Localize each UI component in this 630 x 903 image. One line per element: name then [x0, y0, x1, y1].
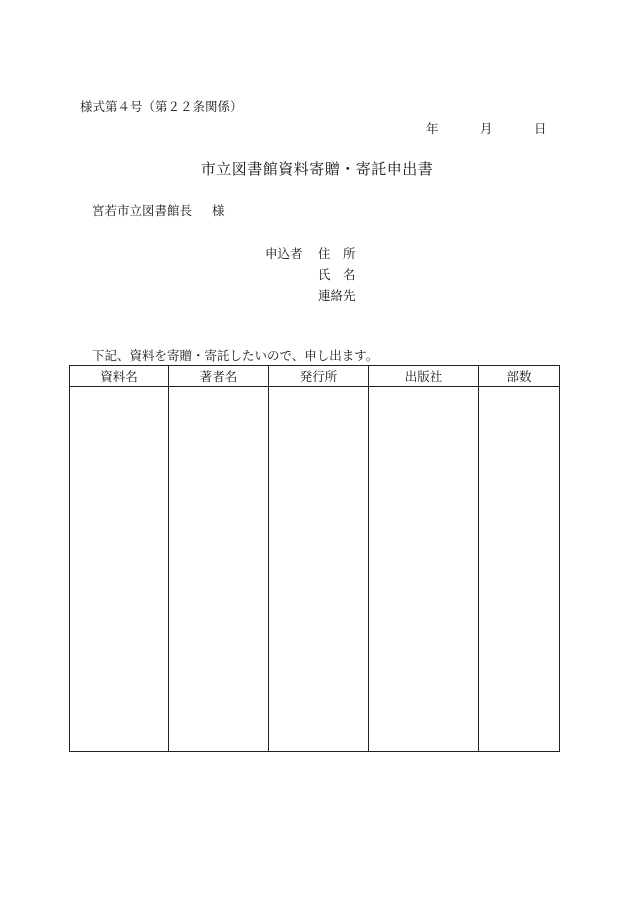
addressee — [92, 201, 225, 219]
donation-table — [69, 365, 560, 752]
date-row — [420, 119, 552, 135]
applicant-label: 申込者 — [265, 246, 303, 261]
issuer-cell[interactable] — [269, 387, 369, 752]
copies-cell[interactable] — [479, 387, 560, 752]
column-header-author: 著者名 — [169, 366, 269, 387]
author-cell[interactable] — [169, 387, 269, 752]
column-header-issuer: 発行所 — [269, 366, 369, 387]
name-label: 氏 名 — [318, 267, 356, 282]
document-title-text: 市立図書館資料寄贈・寄託申出書 — [200, 160, 434, 178]
table-header-row — [70, 366, 560, 387]
form-number: 様式第４号（第２２条関係） — [80, 99, 243, 114]
document-title — [0, 158, 630, 179]
date-day-label: 日 — [534, 121, 547, 136]
address-label: 住 所 — [318, 246, 356, 261]
column-header-title: 資料名 — [70, 366, 169, 387]
publisher-cell[interactable] — [369, 387, 479, 752]
addressee-honorific: 様 — [212, 203, 225, 218]
contact-label: 連絡先 — [318, 288, 356, 303]
column-header-copies: 部数 — [479, 366, 560, 387]
date-year-label: 年 — [426, 121, 439, 136]
table-row — [70, 387, 560, 752]
title-cell[interactable] — [70, 387, 169, 752]
intro-text: 下記、資料を寄贈・寄託したいので、申し出ます。 — [92, 348, 379, 363]
date-month-label: 月 — [480, 121, 493, 136]
addressee-name: 宮若市立図書館長 — [92, 203, 193, 218]
column-header-publisher: 出版社 — [369, 366, 479, 387]
